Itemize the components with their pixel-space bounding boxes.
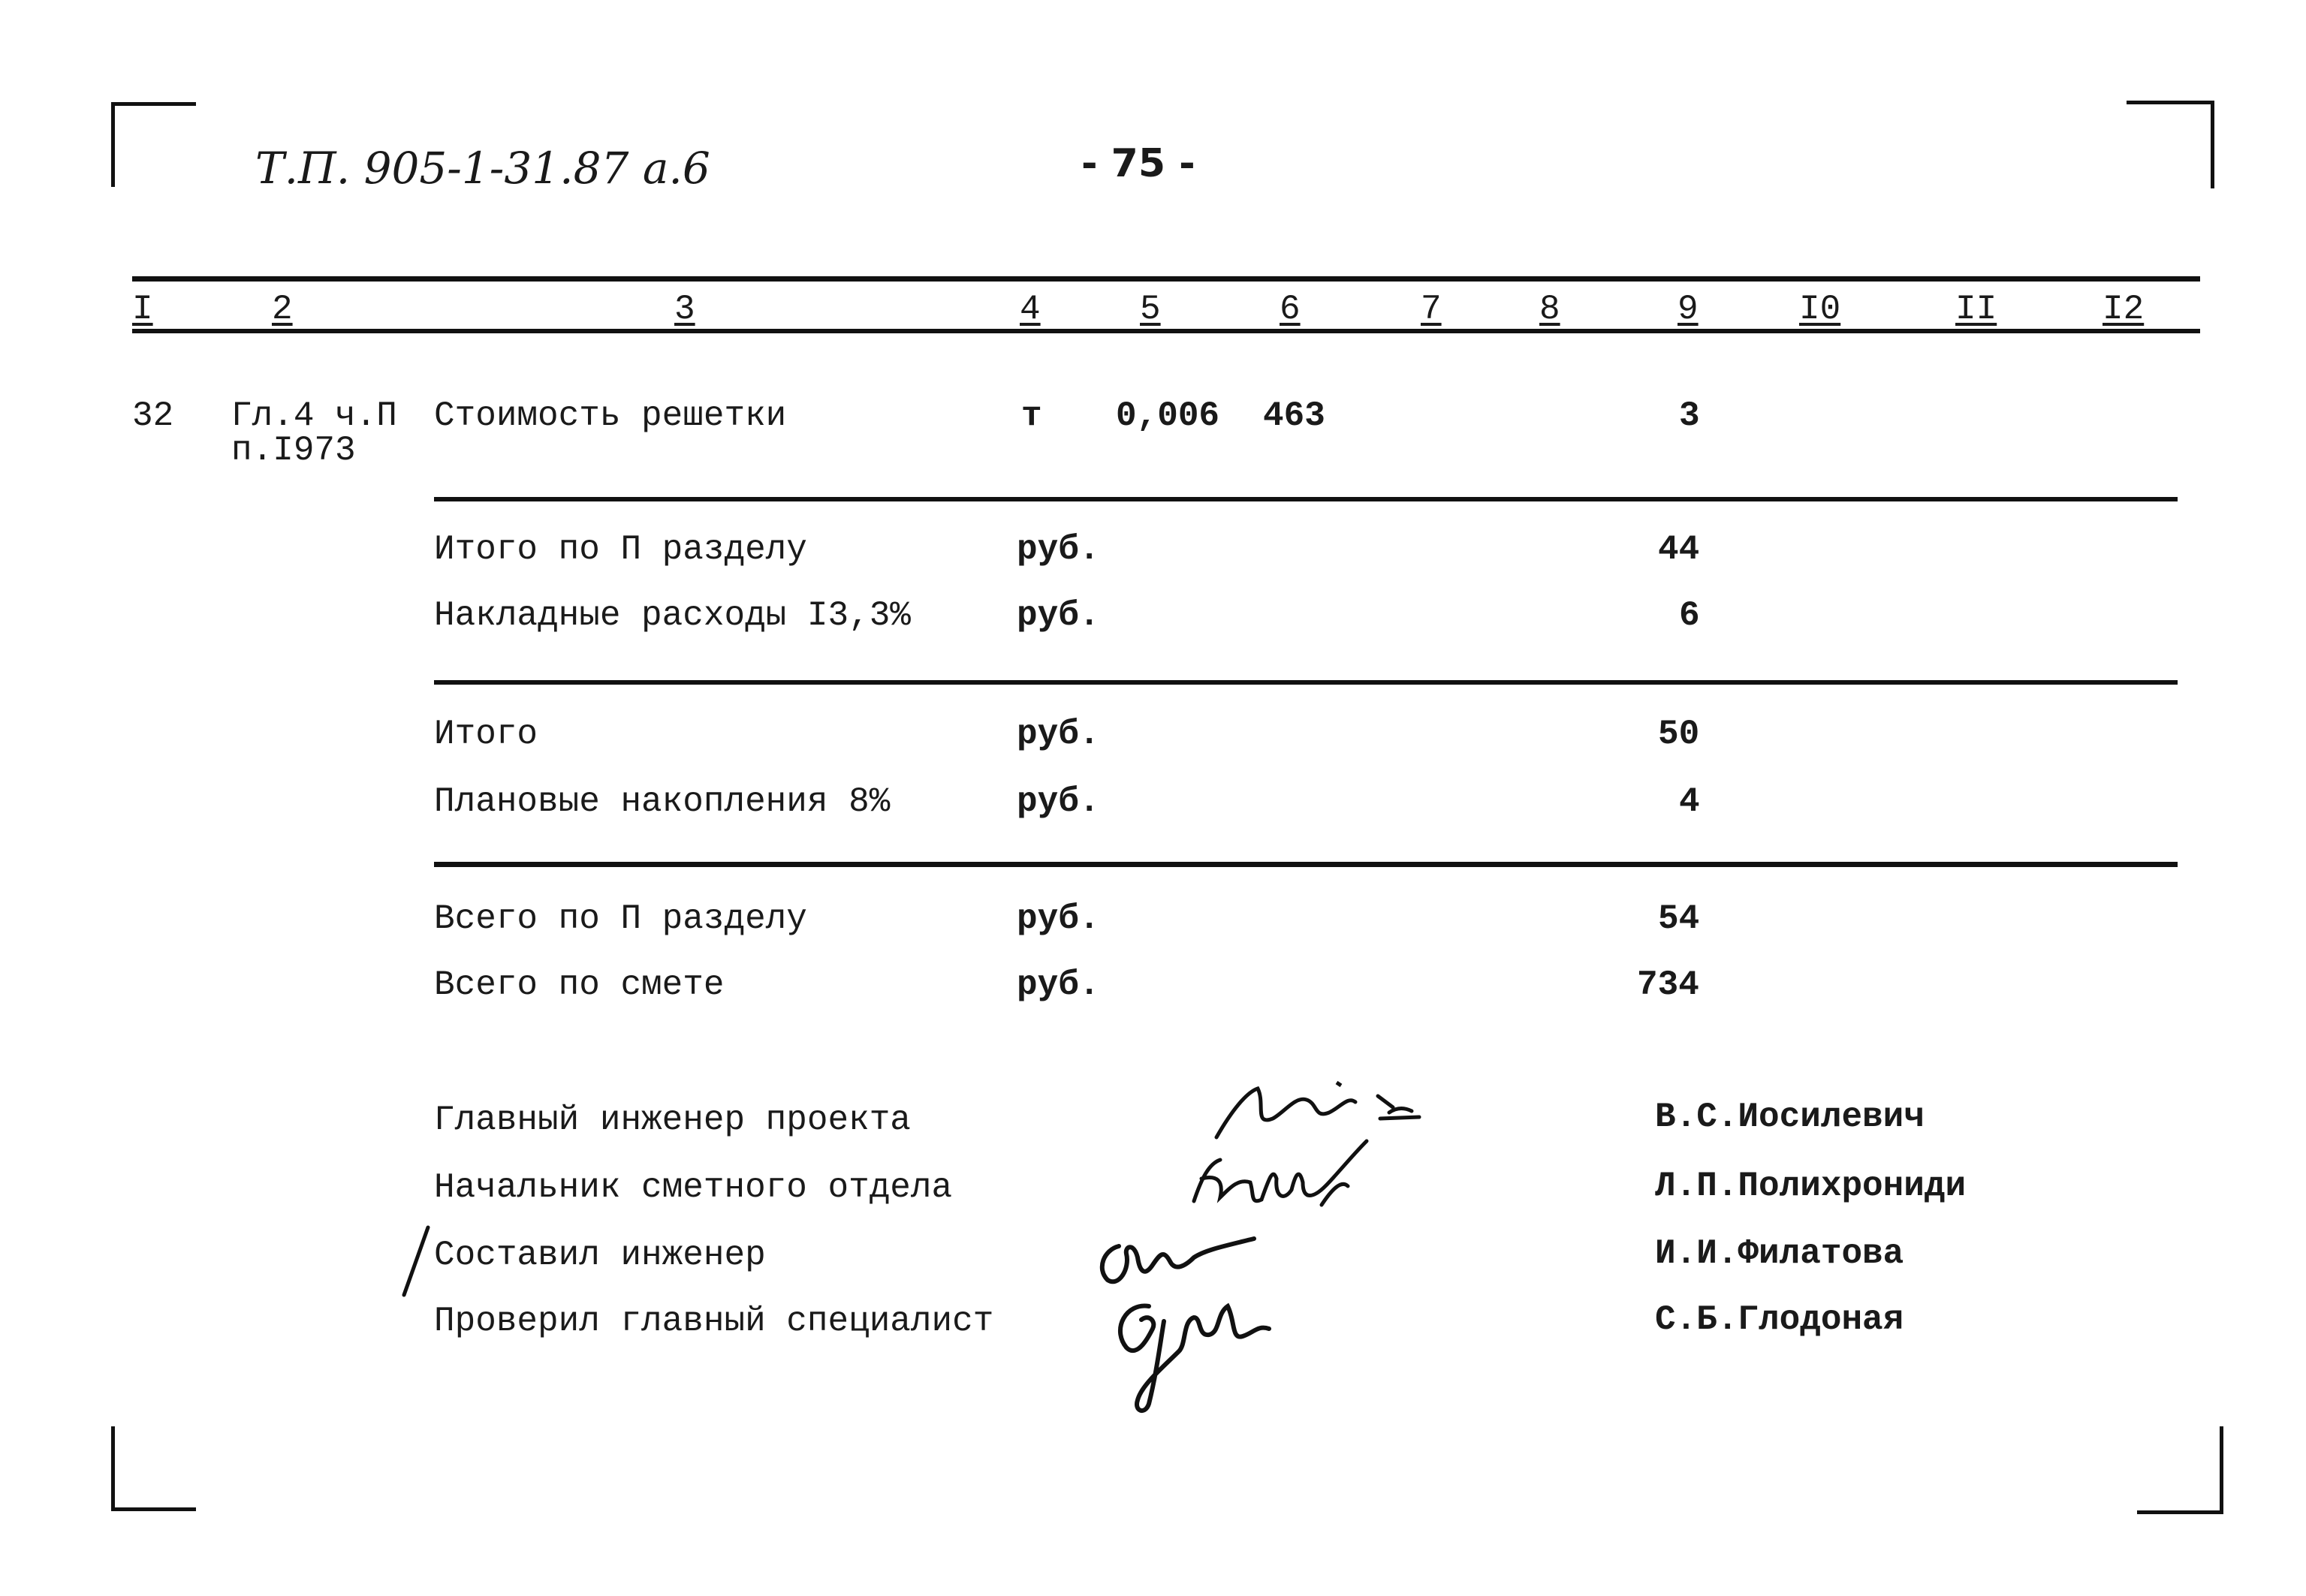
summary-unit: руб. <box>1017 530 1100 569</box>
summary-rule <box>434 680 2178 685</box>
summary-label: Итого по П разделу <box>434 530 807 569</box>
column-number: 3 <box>674 290 695 329</box>
summary-value: 50 <box>1658 715 1700 754</box>
summary-unit: руб. <box>1017 899 1100 938</box>
signature-name: С.Б.Глодоная <box>1655 1300 1904 1339</box>
summary-rule <box>434 497 2178 501</box>
item-total: 3 <box>1679 396 1700 435</box>
summary-unit: руб. <box>1017 596 1100 635</box>
item-reference: Гл.4 ч.П <box>231 396 397 435</box>
summary-label: Всего по П разделу <box>434 899 807 938</box>
column-number: 8 <box>1539 290 1560 329</box>
item-price: 463 <box>1263 396 1325 435</box>
column-number: I <box>132 290 153 329</box>
signature-name: Л.П.Полихрониди <box>1655 1167 1967 1206</box>
item-number: 32 <box>132 396 174 435</box>
column-number: 5 <box>1140 290 1161 329</box>
column-number: 9 <box>1678 290 1699 329</box>
signature-role: Начальник сметного отдела <box>434 1168 953 1207</box>
corner-mark-top-left <box>111 102 196 187</box>
document-code: Т.П. 905-1-31.87 а.6 <box>255 143 710 194</box>
summary-value: 6 <box>1679 596 1700 635</box>
summary-rule <box>434 862 2178 867</box>
signature-role: Проверил главный специалист <box>434 1302 994 1341</box>
column-number: 6 <box>1280 290 1301 329</box>
column-number: 4 <box>1020 290 1041 329</box>
summary-unit: руб. <box>1017 965 1100 1004</box>
summary-label: Плановые накопления 8% <box>434 782 891 821</box>
table-top-rule <box>132 276 2200 282</box>
corner-mark-bottom-left <box>111 1426 196 1511</box>
column-number: I0 <box>1799 290 1841 329</box>
summary-unit: руб. <box>1017 782 1100 821</box>
summary-label: Итого <box>434 715 538 754</box>
column-number: I2 <box>2103 290 2145 329</box>
summary-value: 4 <box>1679 782 1700 821</box>
summary-label: Накладные расходы I3,3% <box>434 596 911 635</box>
item-quantity: 0,006 <box>1116 396 1220 435</box>
summary-value: 54 <box>1658 899 1700 938</box>
signature-name: И.И.Филатова <box>1655 1234 1904 1273</box>
summary-value: 44 <box>1658 530 1700 569</box>
signature-role: Главный инженер проекта <box>434 1101 911 1140</box>
summary-label: Всего по смете <box>434 965 725 1004</box>
corner-mark-bottom-right <box>2137 1426 2223 1514</box>
signature-role: Составил инженер <box>434 1236 766 1275</box>
summary-unit: руб. <box>1017 715 1100 754</box>
item-unit: т <box>1021 396 1042 435</box>
handwritten-signature-4 <box>1096 1276 1307 1426</box>
item-name: Стоимость решетки <box>434 396 787 435</box>
column-number: 2 <box>272 290 293 329</box>
table-header-rule <box>132 329 2200 333</box>
page-number: - 75 - <box>1081 141 1195 186</box>
pen-mark <box>398 1224 436 1299</box>
column-number: 7 <box>1421 290 1442 329</box>
signature-name: В.С.Иосилевич <box>1655 1098 1925 1137</box>
item-reference: п.I973 <box>231 431 356 470</box>
corner-mark-top-right <box>2127 101 2214 188</box>
summary-value: 734 <box>1637 965 1699 1004</box>
column-number: II <box>1955 290 1997 329</box>
